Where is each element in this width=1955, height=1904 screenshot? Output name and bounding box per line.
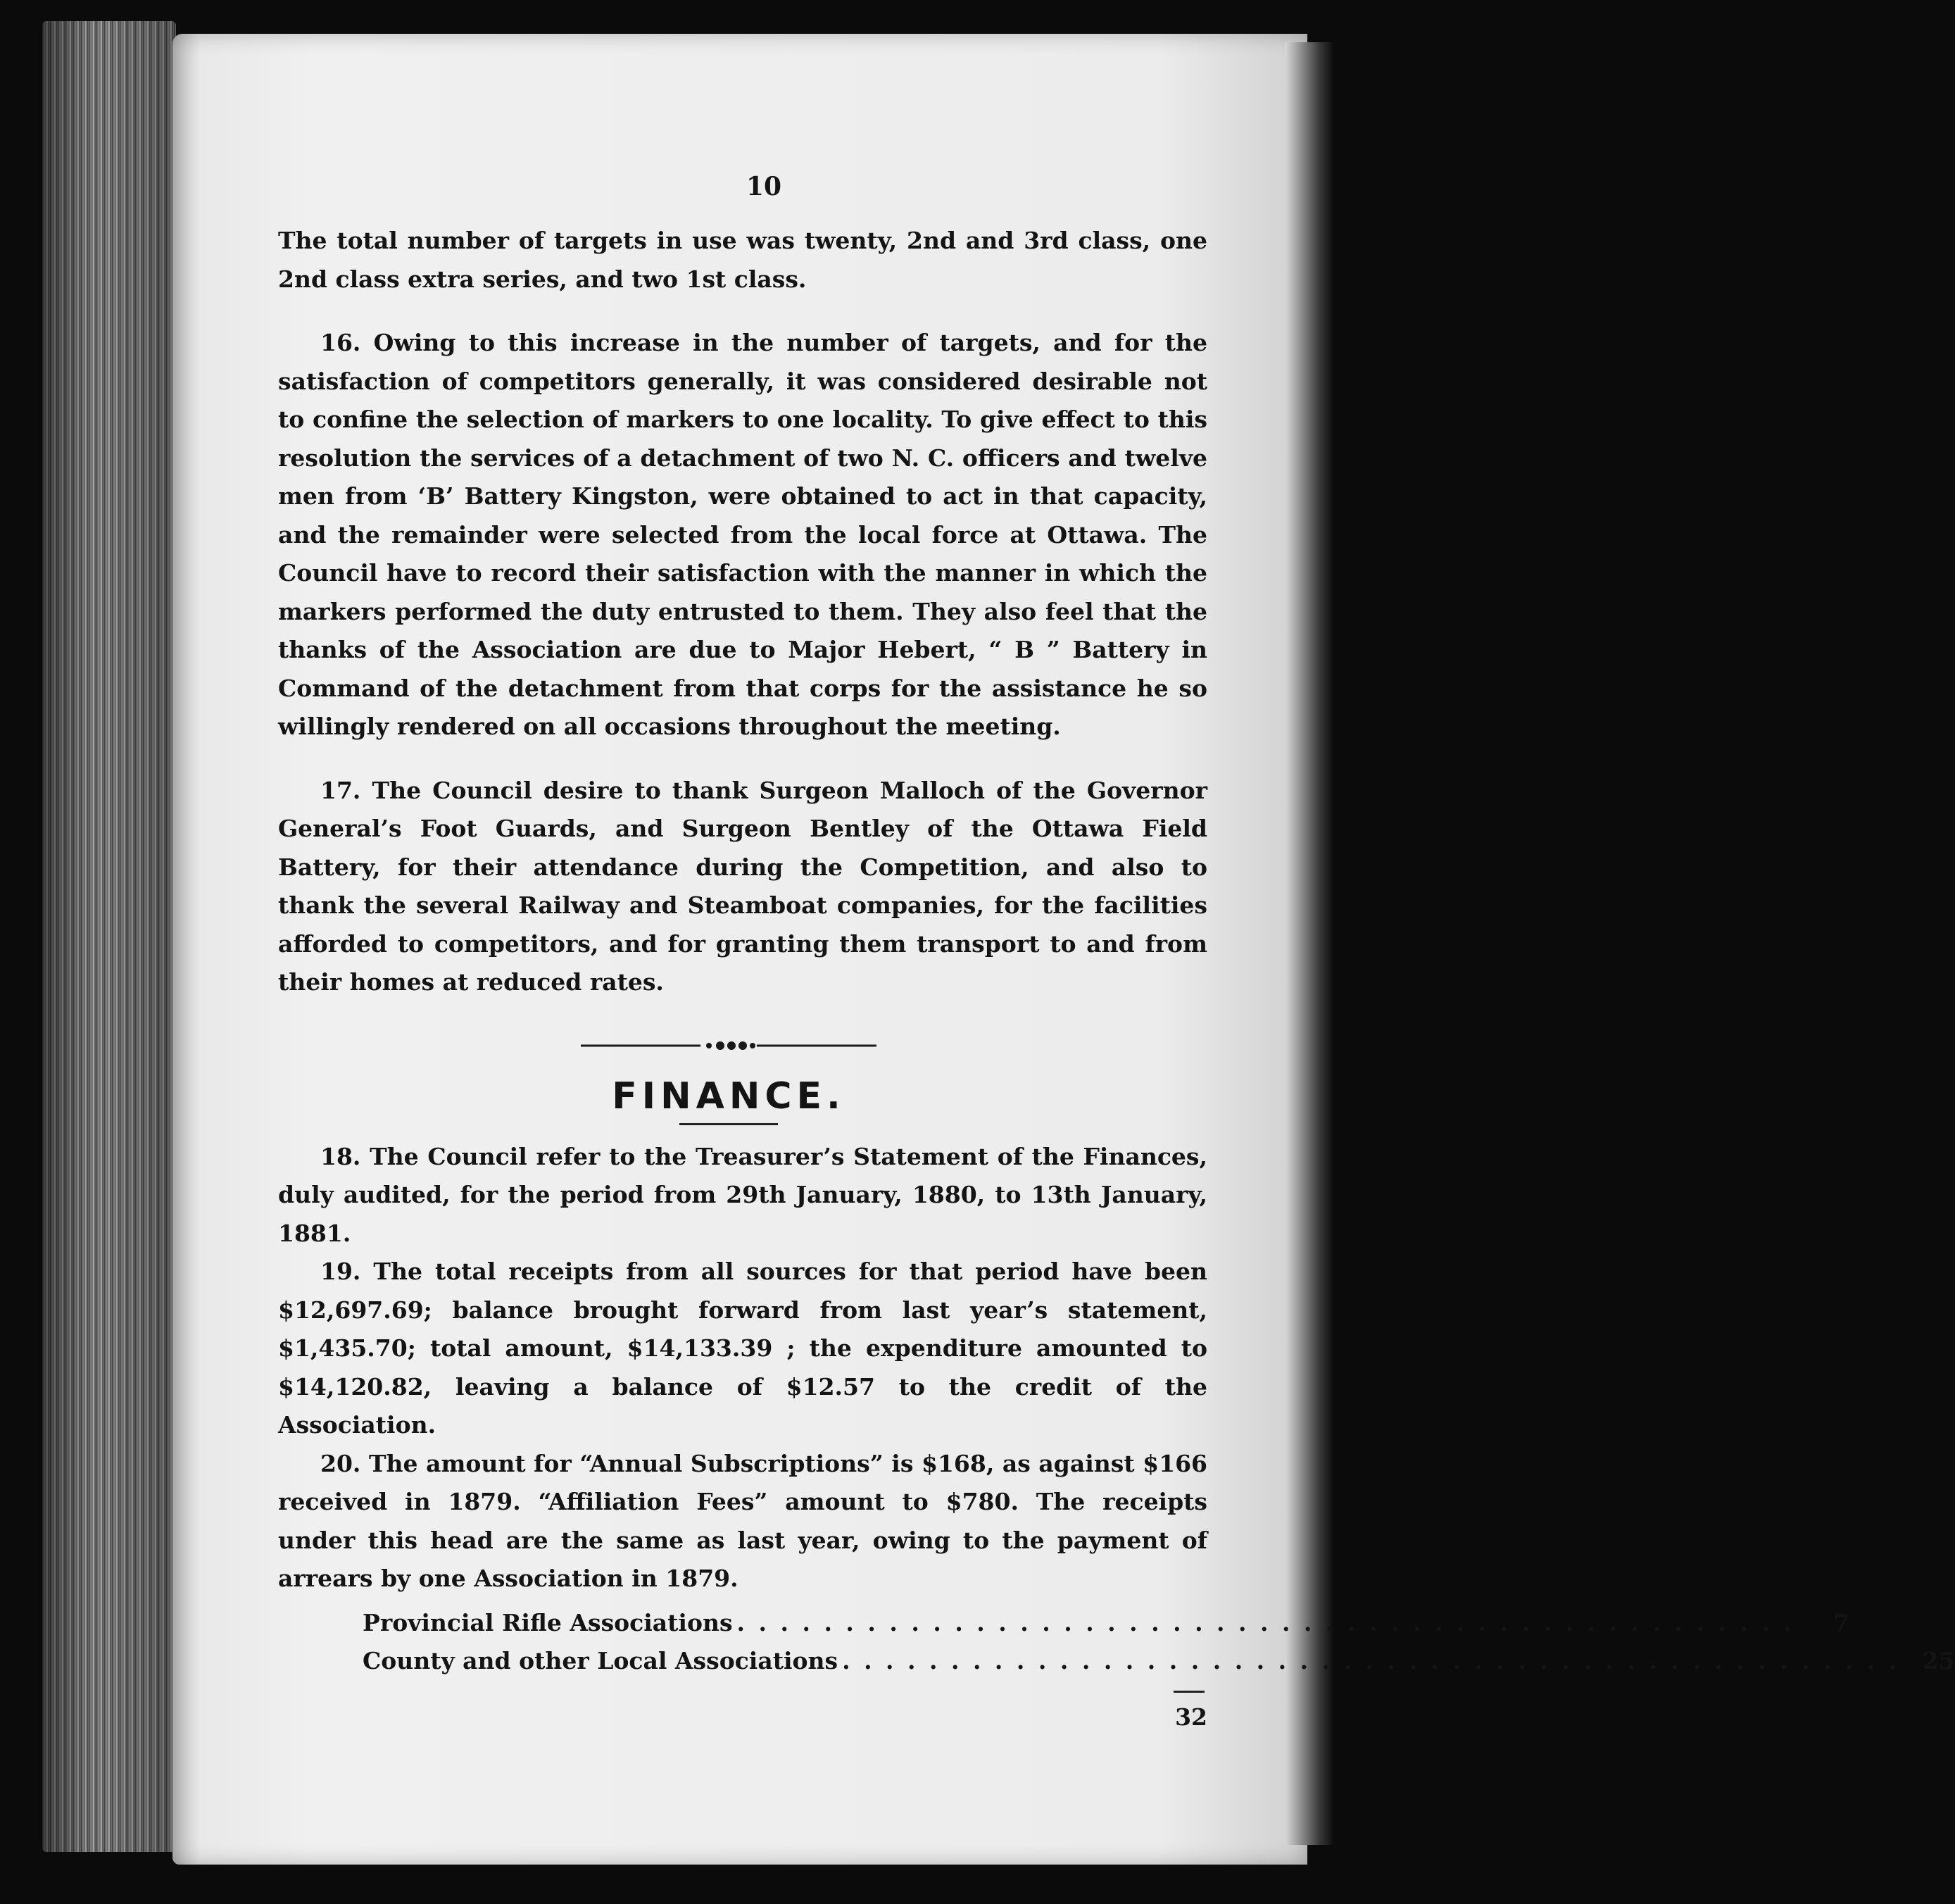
tally-label: Provincial Rifle Associations: [363, 1608, 733, 1636]
dot-leader: . . . . . . . . . . . . . . . . . . . . . . . . . . . . . . . . . . . . . . . . . . . . . . . . .: [736, 1608, 1794, 1636]
paragraph-17: 17. The Council desire to thank Surgeon Malloch of the Governor General’s Foot Guards, and Surgeon Bentley of the Ottawa Field Battery, for their attendance during the Competition, and also to thank the several Railway and Steamboat companies, for the facilities afforded to competitors, and for granting them transport to and from their homes at reduced rates.: [278, 776, 1207, 996]
paragraph-20: 20. The amount for “Annual Subscriptions” is $168, as against $166 received in 1879. “Affiliation Fees” amount to $780. The receipts under this head are the same as last year, owing to the payment of arrears by one Association in 1879.: [278, 1449, 1207, 1592]
paragraph-19: 19. The total receipts from all sources for that period have been $12,697.69; balance brought forward from last year’s statement, $1,435.70; total amount, $14,133.39 ; the expenditure amounted to $14,120.82, leaving a balance of $12.57 to the credit of the Association.: [278, 1258, 1207, 1439]
dot-leader: . . . . . . . . . . . . . . . . . . . . . . . . . . . . . . . . . . . . . . . . . . . . . . . . .: [842, 1647, 1900, 1674]
book-gutter-shadow: [1285, 42, 1334, 1845]
page-text: [278, 172, 1955, 1736]
paragraph-15-continued: The total number of targets in use was twenty, 2nd and 3rd class, one 2nd class extra series, and two 1st class.: [278, 227, 1207, 293]
book-page-edges-shadow: [42, 21, 176, 1852]
heading-underline: [679, 1123, 778, 1125]
sum-rule: [1174, 1691, 1205, 1693]
tally-value: 7: [1833, 1608, 1849, 1636]
paragraph-16: 16. Owing to this increase in the number of targets, and for the satisfaction of competitors generally, it was considered desirable not to confine the selection of markers to one locality. To give effect to this resolution the services of a detachment of two N. C. officers and twelve men from ‘B’ Battery Kingston, were obtained to act in that capacity, and the remainder were selected from the local force at Ottawa. The Council have to record their satisfaction with the manner in which the markers performed the duty entrusted to them. They also feel that the thanks of the Association are due to Major Hebert, “ B ” Battery in Command of the detachment from that corps for the assistance he so willingly rendered on all occasions throughout the meeting.: [278, 329, 1207, 740]
tally-row: [278, 1604, 1849, 1643]
paragraph-18: 18. The Council refer to the Treasurer’s Statement of the Finances, duly audited, for the period from 29th January, 1880, to 13th January, 1881.: [278, 1142, 1207, 1247]
tally-row: [278, 1642, 1955, 1681]
tally-label: County and other Local Associations: [363, 1647, 838, 1674]
section-divider-ornament: [581, 1039, 876, 1053]
page-number: 10: [746, 172, 782, 201]
finance-heading: FINANCE.: [612, 1075, 846, 1117]
tally-total: 32: [1175, 1703, 1207, 1731]
tally-value: 25: [1922, 1647, 1955, 1674]
associations-tally: [278, 1604, 1955, 1737]
